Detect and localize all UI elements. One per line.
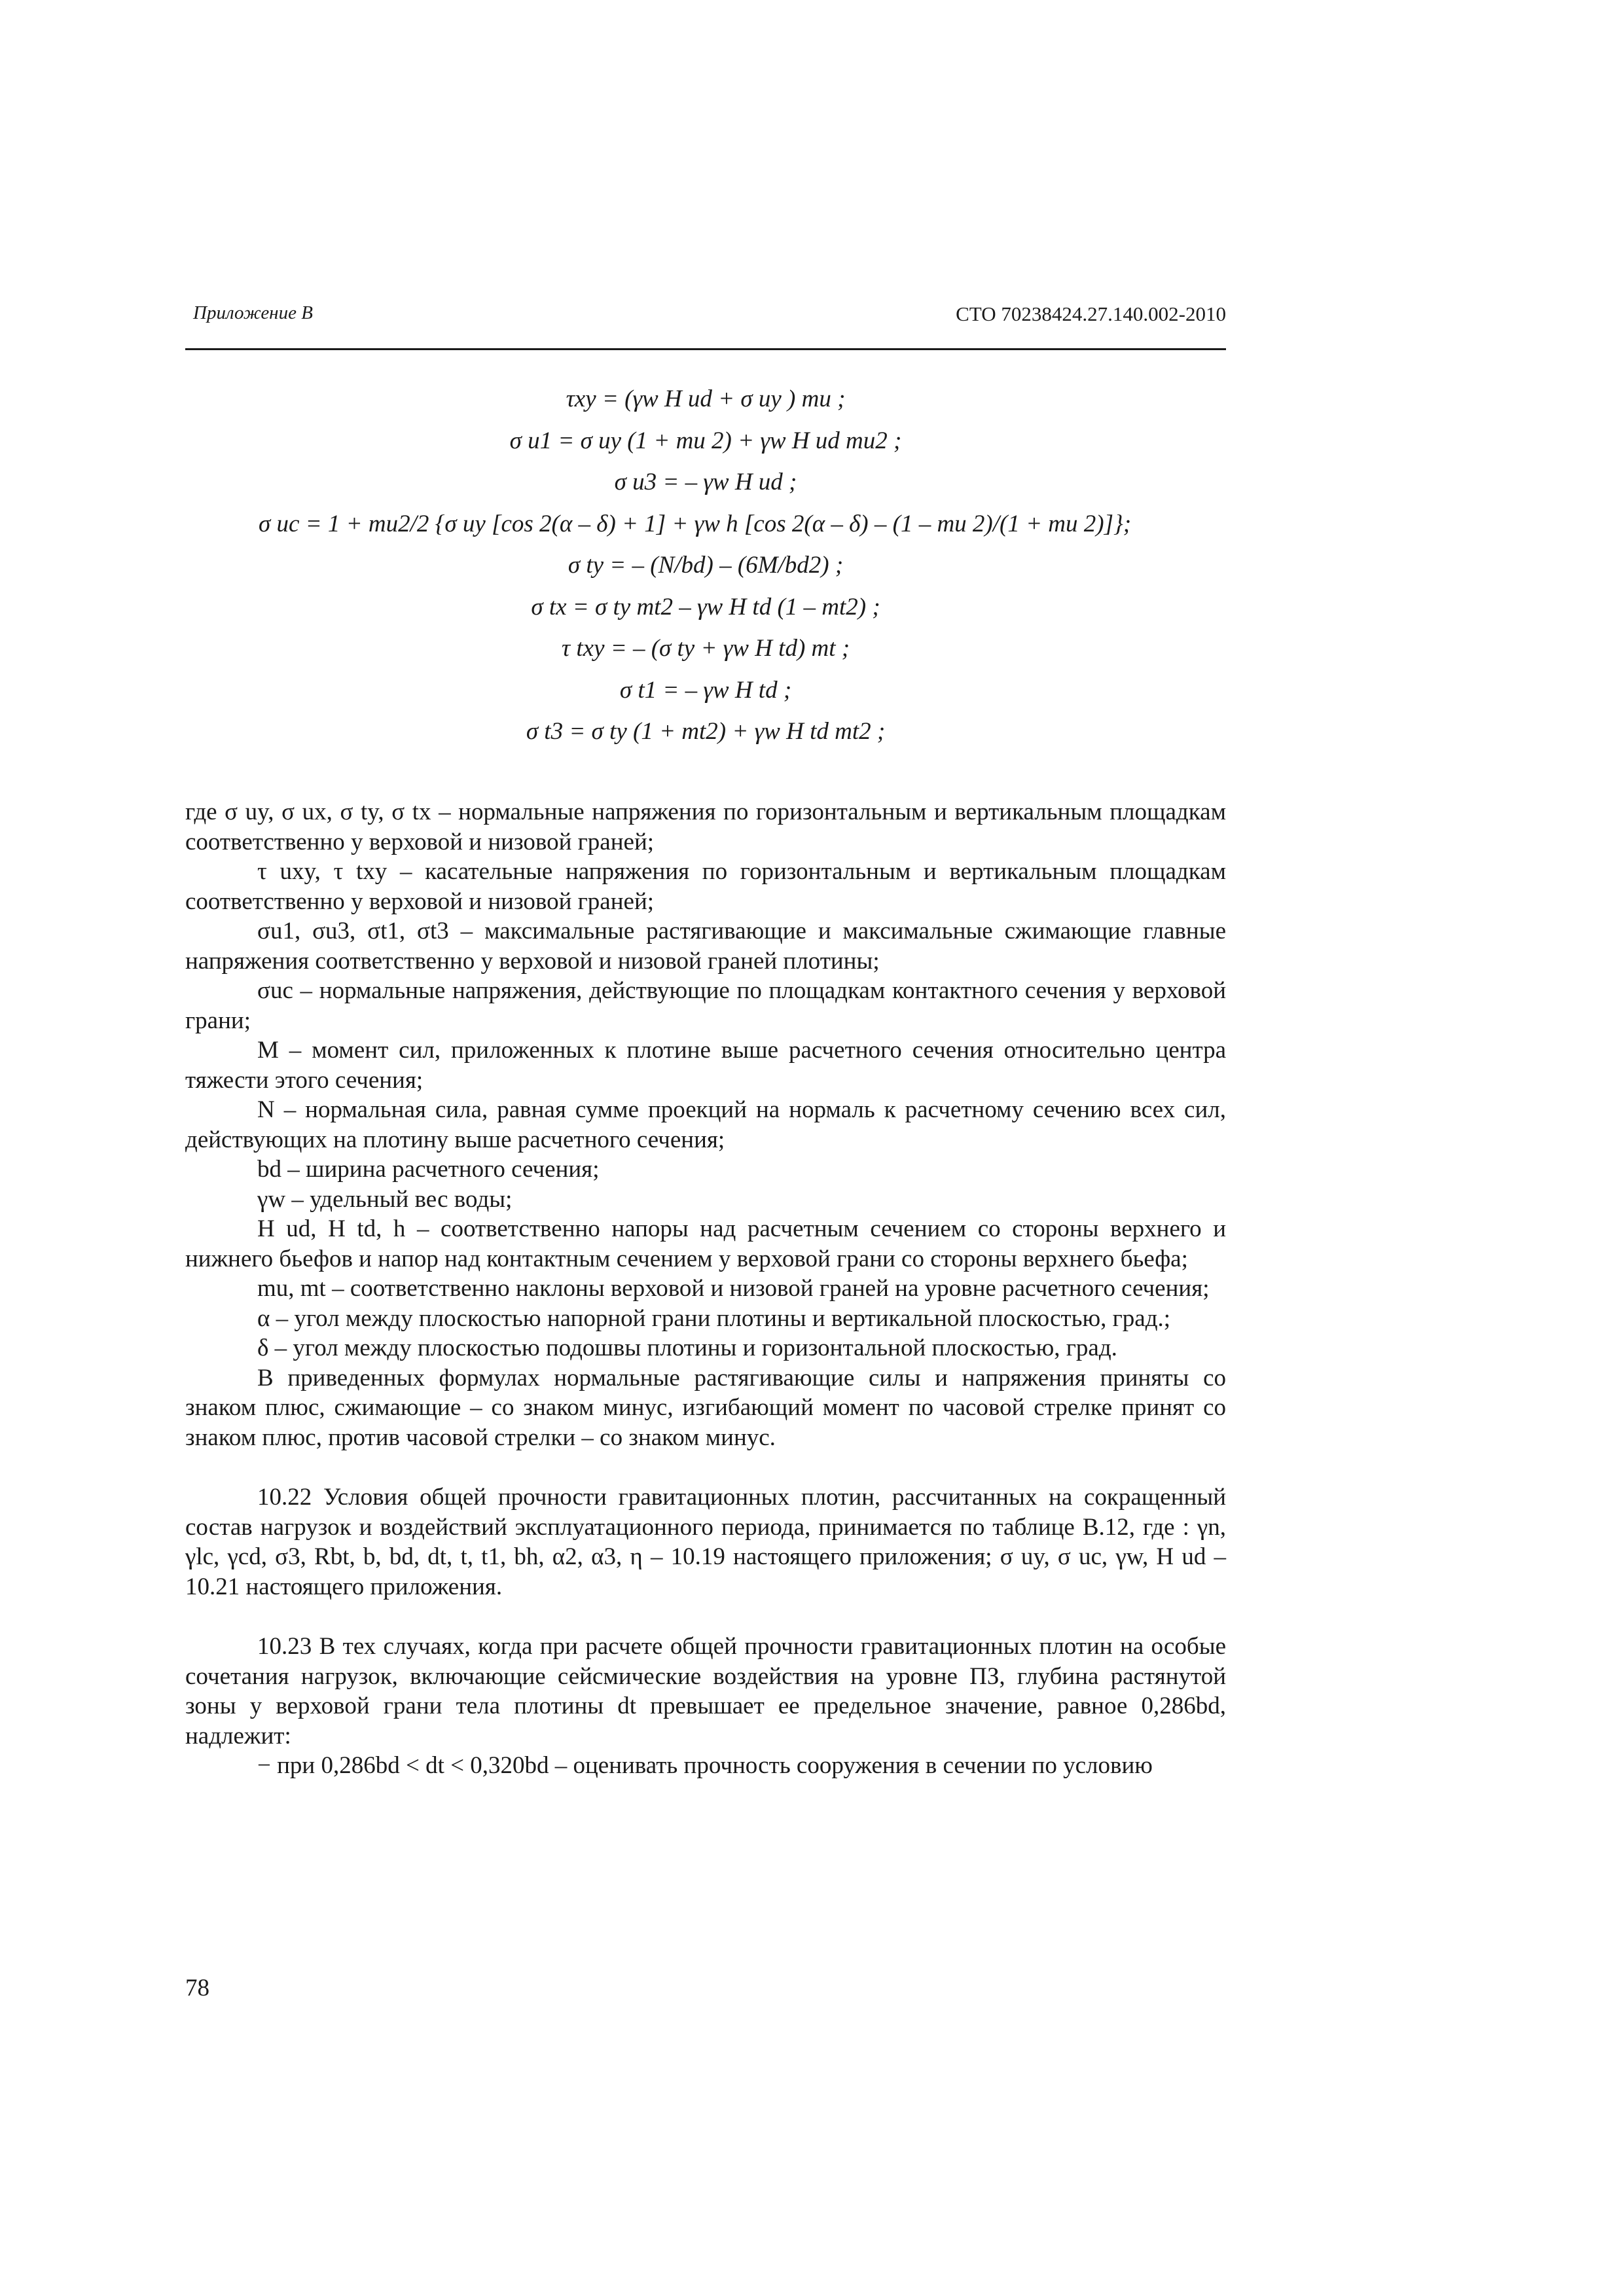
paragraph-10-22: 10.22 Условия общей прочности гравитационных плотин, рассчитанных на сокращенный состав нагрузок и воздействий эксплуатационного периода, принимается по таблице В.12, где : γn, γlc, γcd, σ3, Rbt, b, bd, dt, t, t1, bh, α2, α3, η – 10.19 настоящего приложения; σ uy, σ uc, γw, H ud – 10.21 настоящего приложения. — [185, 1484, 1226, 1600]
paragraph-sign-convention: В приведенных формулах нормальные растягивающие силы и напряжения приняты со знаком плюс, сжимающие – со знаком минус, изгибающий момент по часовой стрелке принят со знаком плюс, против часовой стрелки – со знаком минус. — [185, 1364, 1226, 1451]
appendix-label: Приложение В — [193, 302, 313, 323]
spacer — [185, 1452, 1226, 1482]
paragraph-delta: δ – угол между плоскостью подошвы плотины и горизонтальной плоскостью, град. — [257, 1335, 1117, 1361]
body-text — [185, 797, 1226, 1781]
formula-sigma-uc: σ uc = 1 + mu2/2 {σ uy [cos 2(α – δ) + 1] + γw h [cos 2(α – δ) – (1 – mu 2)/(1 + mu 2)]}; — [259, 510, 1132, 537]
paragraph-width: bd – ширина расчетного сечения; — [257, 1156, 600, 1183]
page-header — [185, 302, 1226, 350]
formula-sigma-ty: σ ty = – (N/bd) – (6M/bd2) ; — [568, 552, 844, 579]
page-number: 78 — [185, 1975, 209, 2001]
paragraph-contact-stresses: σuc – нормальные напряжения, действующие по площадкам контактного сечения у верховой грани; — [185, 977, 1226, 1034]
paragraph-10-23: 10.23 В тех случаях, когда при расчете общей прочности гравитационных плотин на особые сочетания нагрузок, включающие сейсмические воздействия на уровне ПЗ, глубина растянутой зоны у верховой грани тела плотины dt превышает ее предельное значение, равное 0,286bd, надлежит: — [185, 1633, 1226, 1749]
paragraph-alpha: α – угол между плоскостью напорной грани плотины и вертикальной плоскостью, град.; — [257, 1304, 1171, 1332]
paragraph-water-weight: γw – удельный вес воды; — [257, 1185, 513, 1213]
formula-tau-xy: τxy = (γw H ud + σ uy ) mu ; — [566, 386, 846, 412]
formula-sigma-t3: σ t3 = σ ty (1 + mt2) + γw H td mt2 ; — [526, 718, 886, 745]
formula-sigma-u1: σ u1 = σ uy (1 + mu 2) + γw H ud mu2 ; — [509, 427, 902, 454]
formula-sigma-tx: σ tx = σ ty mt2 – γw H td (1 – mt2) ; — [531, 593, 880, 620]
paragraph-condition: − при 0,286bd < dt < 0,320bd – оценивать прочность сооружения в сечении по условию — [257, 1752, 1153, 1779]
paragraph-normal-force: N – нормальная сила, равная сумме проекций на нормаль к расчетному сечению всех сил, действующих на плотину выше расчетного сечения; — [185, 1096, 1226, 1153]
paragraph-moment: M – момент сил, приложенных к плотине выше расчетного сечения относительно центра тяжести этого сечения; — [185, 1037, 1226, 1094]
paragraph-principal-stresses: σu1, σu3, σt1, σt3 – максимальные растягивающие и максимальные сжимающие главные напряжения соответственно у верховой и низовой граней плотины; — [185, 918, 1226, 975]
paragraph-slopes: mu, mt – соответственно наклоны верховой и низовой граней на уровне расчетного сечения; — [257, 1275, 1210, 1302]
paragraph-heads: H ud, H td, h – соответственно напоры над расчетным сечением со стороны верхнего и нижнего бьефов и напор над контактным сечением у верховой грани со стороны верхнего бьефа; — [185, 1215, 1226, 1272]
standard-code: СТО 70238424.27.140.002-2010 — [956, 302, 1226, 325]
paragraph-normal-stresses: где σ uy, σ ux, σ ty, σ tx – нормальные напряжения по горизонтальным и вертикальным площадкам соответственно у верховой и низовой граней; — [185, 798, 1226, 855]
formula-sigma-t1: σ t1 = – γw H td ; — [619, 676, 792, 704]
formula-sigma-u3: σ u3 = – γw H ud ; — [614, 469, 797, 495]
formula-block — [185, 378, 1226, 753]
formula-tau-txy: τ txy = – (σ ty + γw H td) mt ; — [561, 635, 850, 662]
spacer — [185, 1602, 1226, 1632]
paragraph-shear-stresses: τ uxy, τ txy – касательные напряжения по горизонтальным и вертикальным площадкам соответственно у верховой и низовой граней; — [185, 858, 1226, 915]
